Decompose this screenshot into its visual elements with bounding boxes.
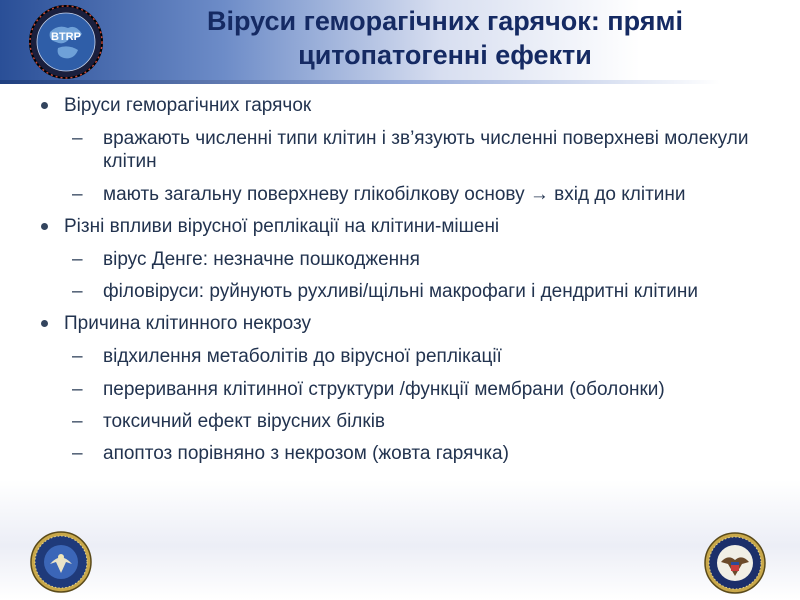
bullet-text: Віруси геморагічних гарячок xyxy=(64,95,312,116)
bullet-item xyxy=(40,312,780,335)
btrp-globe-logo xyxy=(28,4,104,80)
sub-bullet-item xyxy=(40,442,780,465)
bullet-dot-icon xyxy=(41,320,48,327)
slide-title-line: цитопатогенні ефекти xyxy=(298,40,592,71)
sub-bullet-text: апоптоз порівняно з некрозом (жовта гарячка) xyxy=(103,442,509,464)
slide-title xyxy=(100,4,790,73)
sub-bullet-text: токсичний ефект вірусних білків xyxy=(103,410,386,432)
sub-bullet-text: філовіруси: руйнують рухливі/щільні макрофаги і дендритні клітини xyxy=(103,281,698,303)
bullet-list xyxy=(40,94,780,474)
dash-icon: – xyxy=(72,128,83,150)
sub-bullet-item xyxy=(40,248,780,271)
sub-bullet-text: відхилення метаболітів до вірусної реплікації xyxy=(103,346,502,368)
dash-icon: – xyxy=(72,248,83,270)
eagle-seal-icon xyxy=(704,532,766,594)
sub-bullet-item xyxy=(40,345,780,368)
dash-icon: – xyxy=(72,442,83,464)
bullet-text: Причина клітинного некрозу xyxy=(64,313,312,335)
sub-bullet-item xyxy=(40,183,780,206)
btrp-logo-text: BTRP xyxy=(51,31,81,43)
sub-bullet-item xyxy=(40,280,780,303)
department-of-defense-seal-icon xyxy=(30,531,92,593)
bullet-item xyxy=(40,94,780,117)
dash-icon: – xyxy=(72,183,83,205)
bullet-text: Різні впливи вірусної реплікації на клітини-мішені xyxy=(64,215,500,237)
sub-bullet-text: вірус Денге: незначне пошкодження xyxy=(103,248,420,270)
bullet-dot-icon xyxy=(41,102,48,109)
bullet-item xyxy=(40,215,780,238)
dash-icon: – xyxy=(72,410,83,432)
bullet-dot-icon xyxy=(41,223,48,230)
dash-icon: – xyxy=(72,281,83,303)
sub-bullet-item xyxy=(40,127,780,173)
slide-title-line: Віруси геморагічних гарячок: прямі xyxy=(207,6,683,36)
sub-bullet-text: мають загальну поверхневу глікобілкову основу → вхід до клітини xyxy=(103,183,686,205)
dash-icon: – xyxy=(72,346,83,368)
sub-bullet-text: вражають численні типи клітин і зв’язують численні поверхневі молекули клітин xyxy=(103,128,749,173)
dash-icon: – xyxy=(72,378,83,400)
sub-bullet-item xyxy=(40,378,780,401)
sub-bullet-text: переривання клітинної структури /функції мембрани (оболонки) xyxy=(103,378,665,400)
sub-bullet-item xyxy=(40,410,780,433)
